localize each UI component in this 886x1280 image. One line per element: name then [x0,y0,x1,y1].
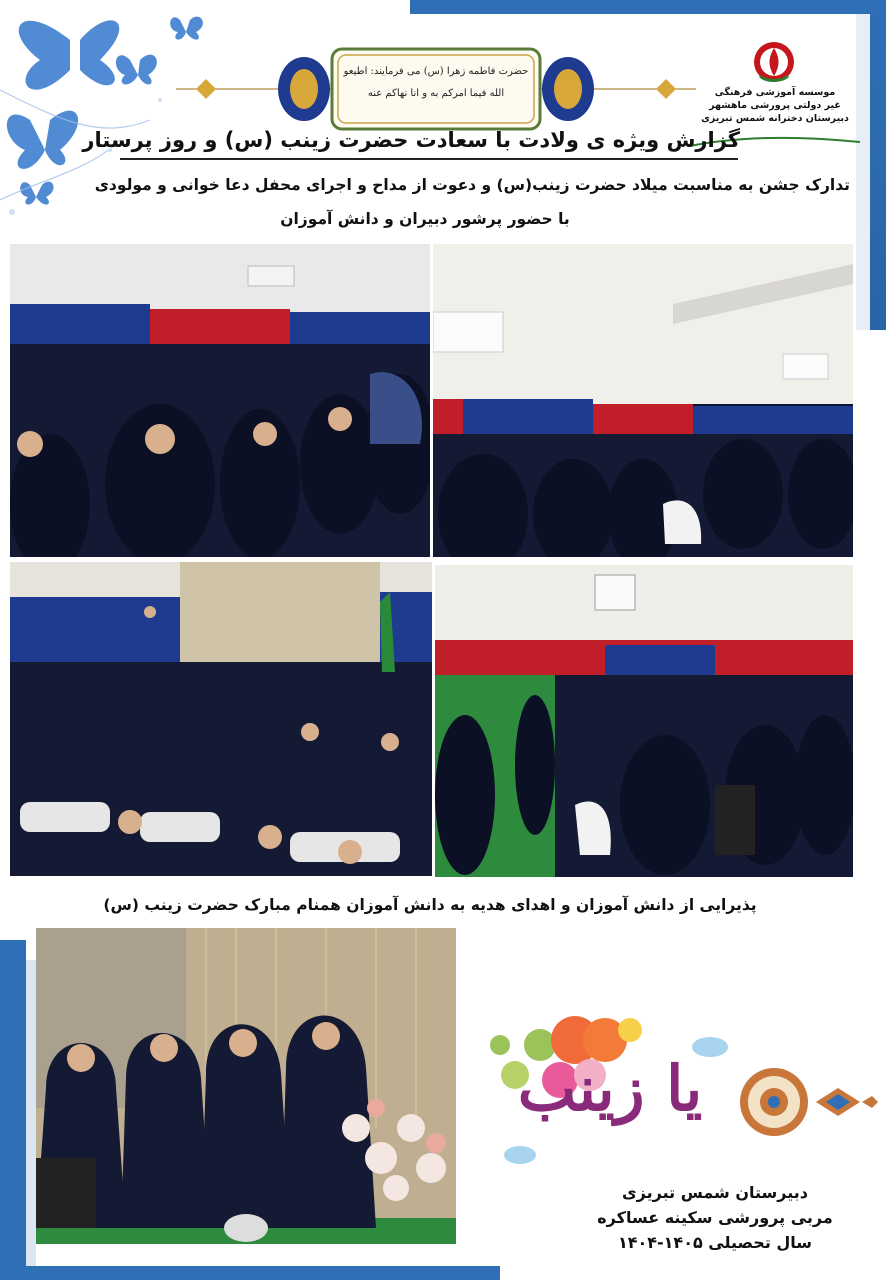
footer-academic-year: سال تحصیلی ۱۴۰۵-۱۴۰۴ [617,1233,813,1252]
report-description-line-1: تدارک جشن به مناسبت میلاد حضرت زینب(س) و دعوت از مداح و اجرای محفل دعا خوانی و مولودی [94,176,850,194]
frame-bottom-bar [0,1266,500,1280]
ya-zeinab-graphic [480,1005,740,1175]
logo-line: غیر دولتی پرورشی ماهشهر [709,100,841,111]
photo-group-portrait [36,928,456,1244]
frame-left-bar [0,940,26,1280]
title-underline [120,158,738,160]
decorative-ornament-icon [738,1060,878,1140]
photo-gym-audience [433,244,853,557]
calligraphy-banner [176,45,696,135]
frame-top-bar [410,0,886,14]
frame-right-bar [870,0,886,330]
report-title: گزارش ویژه ی ولادت با سعادت حضرت زینب (س) و روز پرستار [82,128,740,152]
logo-line: موسسه آموزشی فرهنگی [714,87,836,98]
frame-left-inner [26,960,36,1280]
footer-school-name: دبیرستان شمس تبریزی [622,1183,808,1202]
logo-line: دبیرستان دخترانه شمس تبریزی [701,113,849,124]
ya-zeinab-calligraphy: یا زینب [517,1052,703,1125]
banner-calligraphy-text: حضرت فاطمه زهرا (س) می فرمایند: اطیعو الله فیما امرکم به و انا نهاکم عنه [343,66,529,99]
frame-right-inner [856,14,870,330]
report-description-line-2: با حضور پرشور دبیران و دانش آموزان [280,210,570,228]
school-logo-icon [752,36,796,86]
hospitality-caption: پذیرایی از دانش آموزان و اهدای هدیه به دانش آموزان همنام مبارک حضرت زینب (س) [103,896,757,914]
photo-students-gym-clapping [435,565,853,877]
school-logo-text [690,86,860,125]
photo-students-raised-hands [10,562,432,876]
photo-teachers-seated [10,244,430,557]
footer-credits [560,1180,870,1255]
footer-coach-name: مربی پرورشی سکینه عساکره [597,1208,833,1227]
